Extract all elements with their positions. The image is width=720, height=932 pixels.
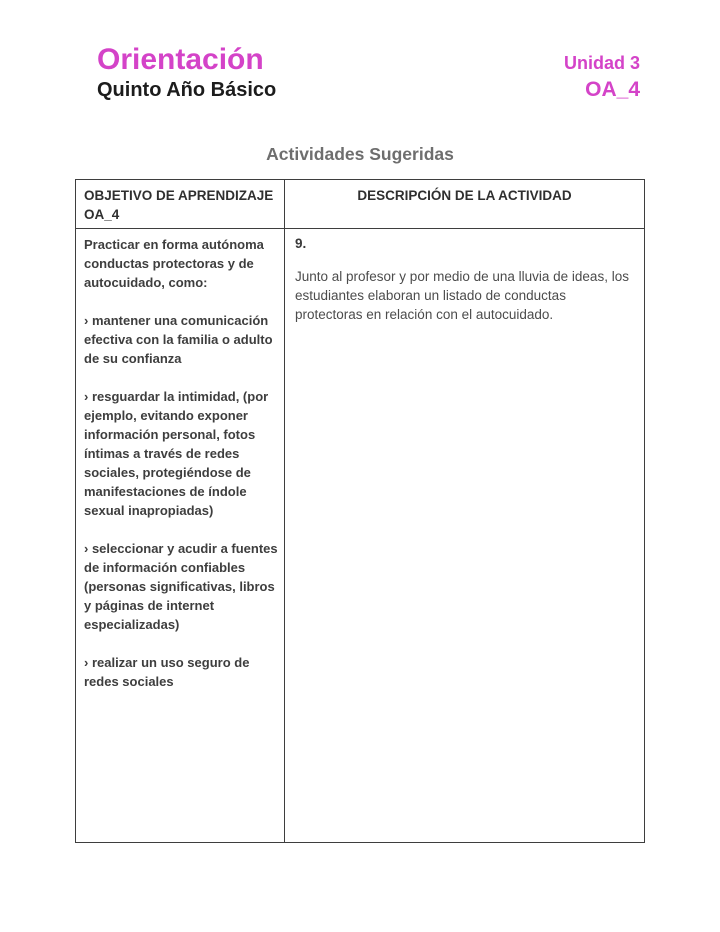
oa-label: OA_4 [585, 78, 640, 101]
table-header-row [76, 180, 645, 229]
objective-bullet-1: › mantener una comunicación efectiva con la familia o adulto de su confianza [84, 313, 273, 366]
objective-bullet-3: › seleccionar y acudir a fuentes de información confiables (personas significativas, libros y páginas de internet especializadas) [84, 541, 278, 632]
activities-table [75, 179, 645, 843]
column-header-description: DESCRIPCIÓN DE LA ACTIVIDAD [285, 180, 645, 229]
activity-description: Junto al profesor y por medio de una lluvia de ideas, los estudiantes elaboran un listado de conductas protectoras en relación con el autocuidado. [295, 269, 629, 322]
section-title: Actividades Sugeridas [266, 144, 454, 164]
objective-intro: Practicar en forma autónoma conductas protectoras y de autocuidado, como: [84, 237, 264, 290]
table-row [76, 229, 645, 843]
objective-cell [76, 229, 285, 843]
header-left [97, 44, 276, 102]
subject-title: Orientación [97, 43, 264, 76]
activity-number: 9. [295, 236, 307, 251]
objective-bullet-4: › realizar un uso seguro de redes sociales [84, 655, 250, 689]
page-header [0, 0, 720, 102]
grade-subtitle: Quinto Año Básico [97, 79, 277, 101]
objective-bullet-2: › resguardar la intimidad, (por ejemplo, evitando exponer información personal, fotos íntimas a través de redes sociales, protegiéndose de manifestaciones de índole sexual inapropiadas) [84, 389, 269, 518]
column-header-objective: OBJETIVO DE APRENDIZAJE OA_4 [76, 180, 285, 229]
activity-cell [285, 229, 645, 843]
header-right [564, 44, 640, 102]
unit-label: Unidad 3 [563, 53, 640, 73]
